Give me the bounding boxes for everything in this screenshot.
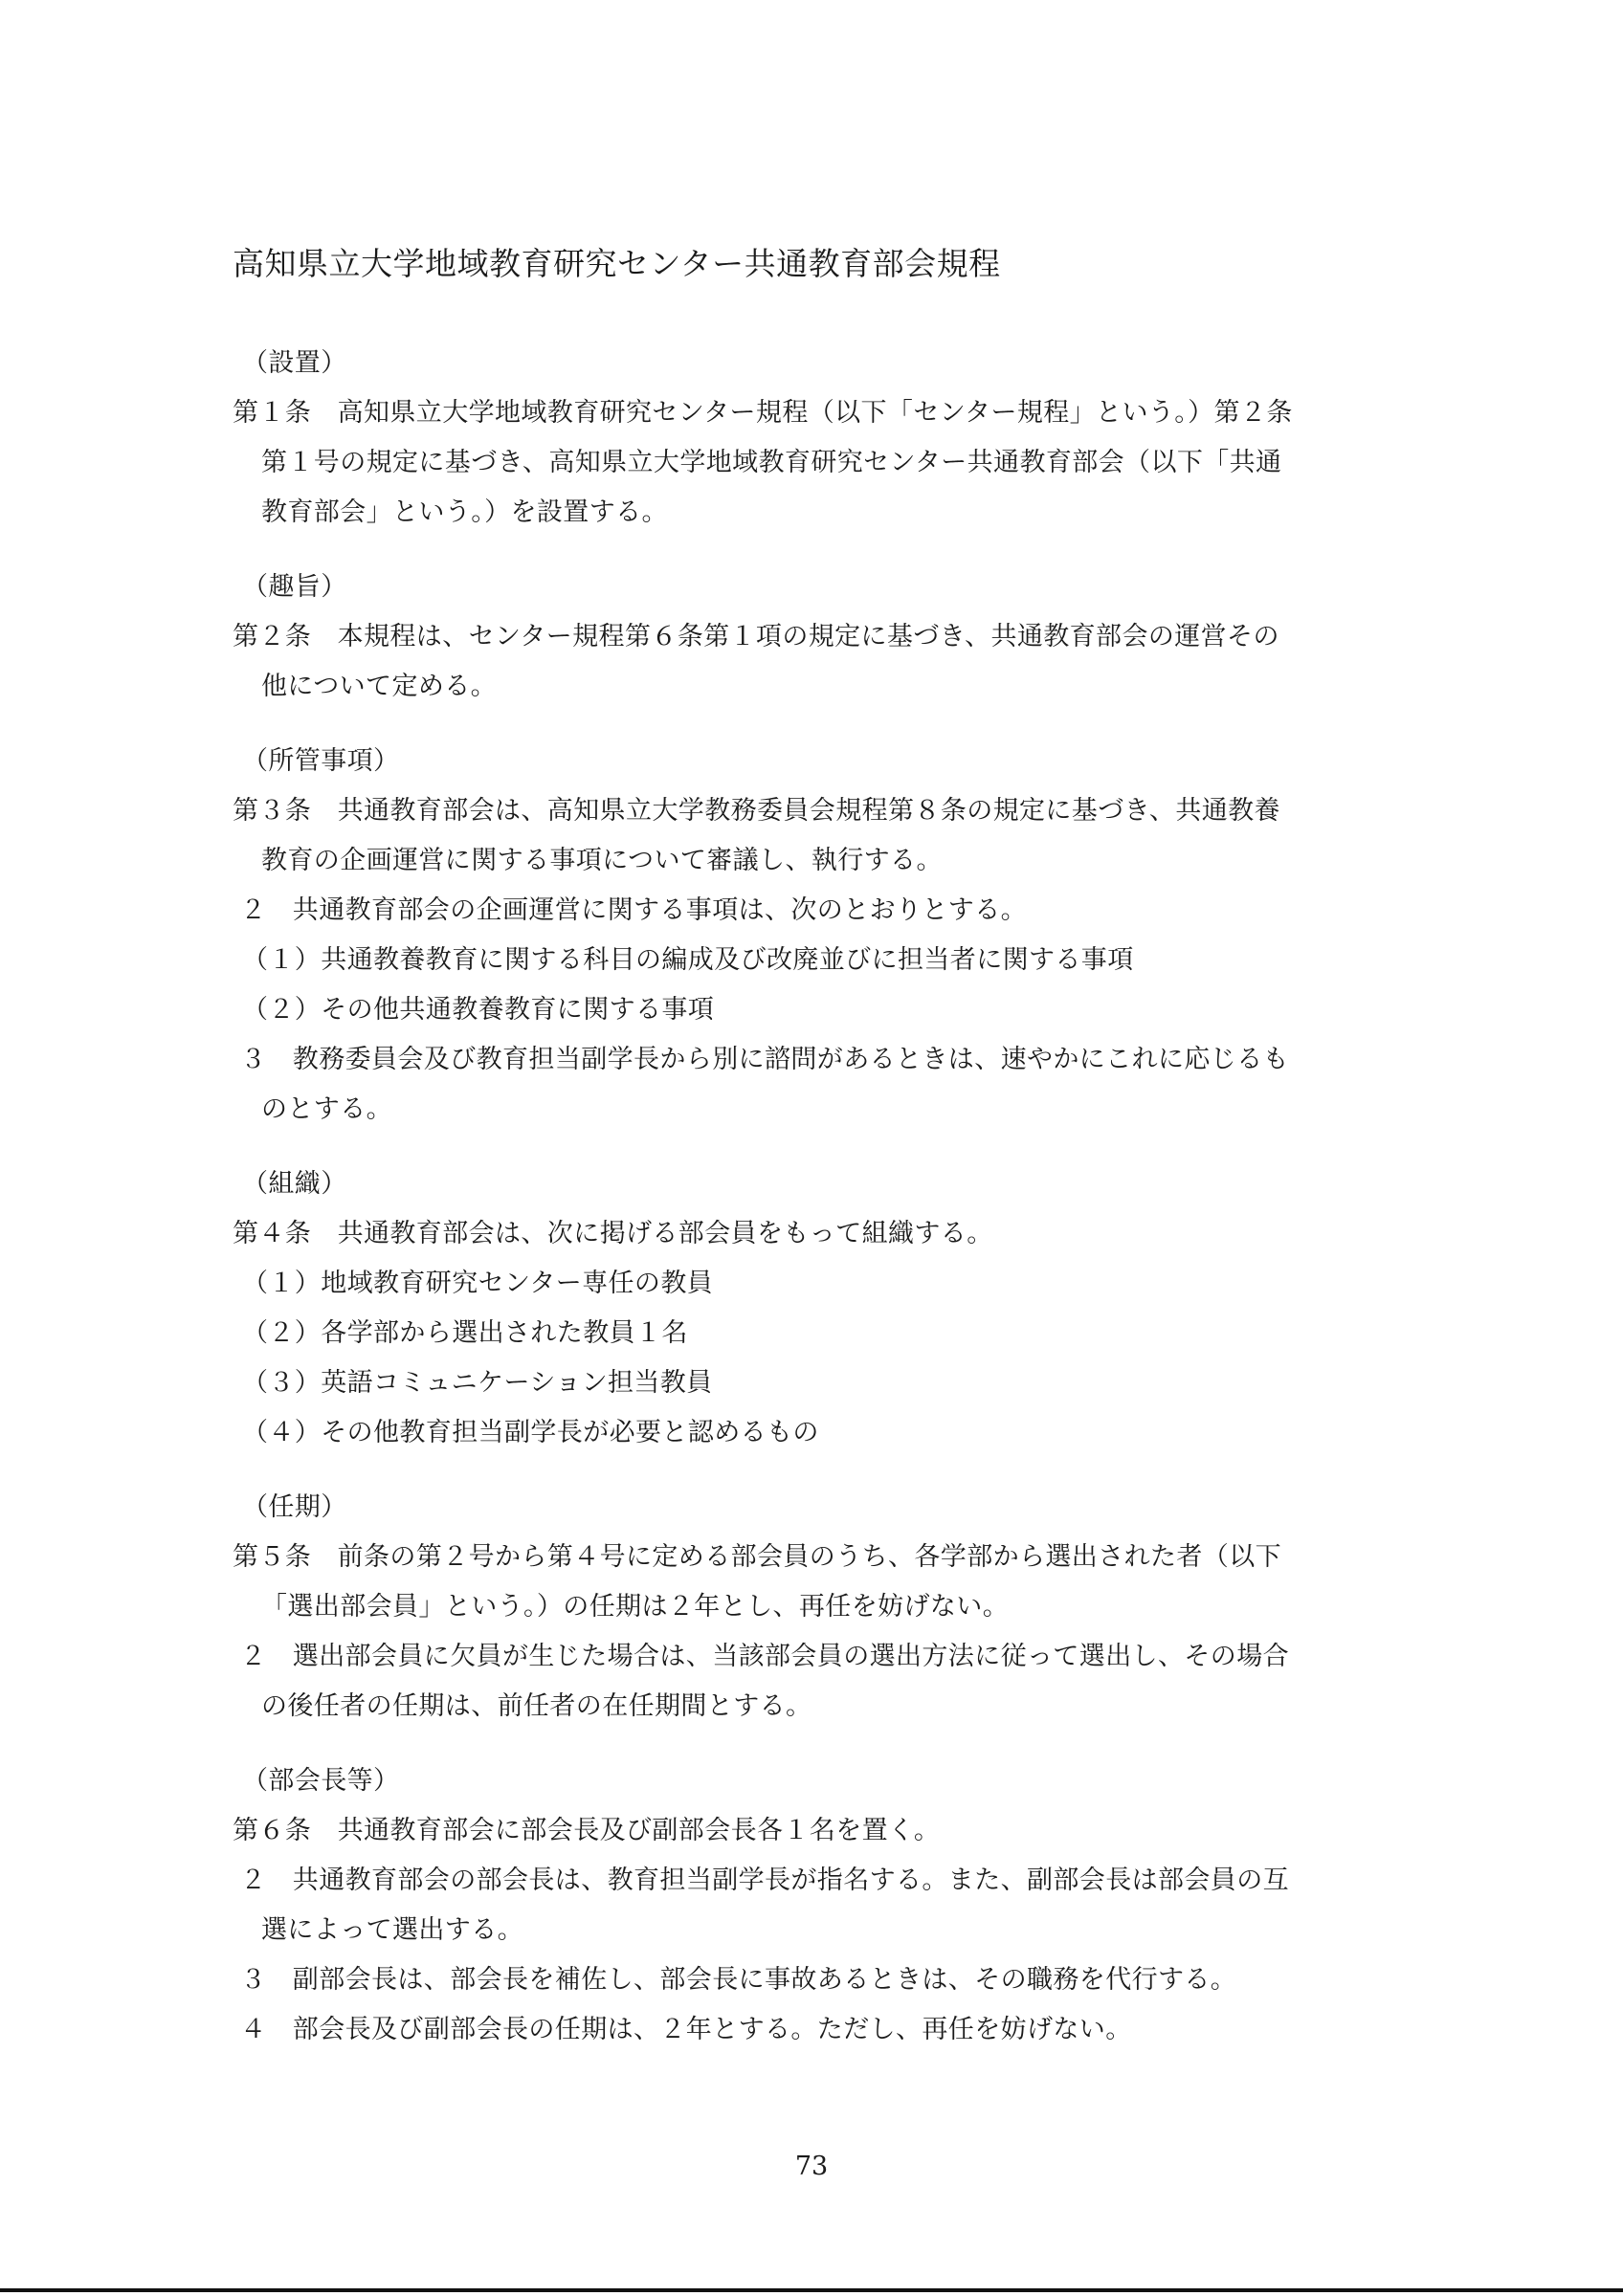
clause-line: ３ 教務委員会及び教育担当副学長から別に諮問があるときは、速やかにこれに応じるも (240, 1045, 1289, 1074)
article-heading: （設置） (242, 348, 347, 378)
continuation-line: 他について定める。 (261, 672, 498, 701)
continuation-line: 第１号の規定に基づき、高知県立大学地域教育研究センター共通教育部会（以下「共通 (261, 448, 1282, 477)
article-section (233, 737, 1400, 1135)
article-heading: （任期） (242, 1492, 347, 1522)
clause-line: 第３条 共通教育部会は、高知県立大学教務委員会規程第８条の規定に基づき、共通教養 (233, 796, 1280, 826)
clause-line: ３ 副部会長は、部会長を補佐し、部会長に事故あるときは、その職務を代行する。 (240, 1965, 1237, 1995)
clause-line: 第２条 本規程は、センター規程第６条第１項の規定に基づき、共通教育部会の運営その (233, 622, 1279, 651)
list-item: （１）共通教養教育に関する科目の編成及び改廃並びに担当者に関する事項 (242, 945, 1134, 975)
list-item: （２）各学部から選出された教員１名 (242, 1318, 688, 1348)
clause-line: 第５条 前条の第２号から第４号に定める部会員のうち、各学部から選出された者（以下 (233, 1542, 1281, 1572)
clause-line: ２ 選出部会員に欠員が生じた場合は、当該部会員の選出方法に従って選出し、その場合 (240, 1642, 1289, 1671)
list-item: （１）地域教育研究センター専任の教員 (242, 1269, 714, 1298)
clause-line: 第１条 高知県立大学地域教育研究センター規程（以下「センター規程」という。）第２条 (233, 398, 1293, 428)
article-section (233, 563, 1400, 712)
clause-line: ２ 共通教育部会の企画運営に関する事項は、次のとおりとする。 (240, 895, 1027, 925)
article-heading: （部会長等） (242, 1766, 400, 1796)
list-item: （３）英語コミュニケーション担当教員 (242, 1368, 713, 1398)
clause-line: 第６条 共通教育部会に部会長及び副部会長各１名を置く。 (233, 1816, 941, 1845)
continuation-line: 教育の企画運営に関する事項について審議し、執行する。 (261, 846, 943, 875)
article-heading: （趣旨） (242, 572, 347, 602)
page-number: 73 (794, 2152, 829, 2181)
document-title: 高知県立大学地域教育研究センター共通教育部会規程 (233, 245, 1001, 282)
continuation-line: のとする。 (261, 1094, 392, 1124)
continuation-line: 「選出部会員」という。）の任期は２年とし、再任を妨げない。 (261, 1592, 1010, 1622)
clause-line: ２ 共通教育部会の部会長は、教育担当副学長が指名する。また、副部会長は部会員の互 (240, 1866, 1289, 1895)
article-section (233, 1159, 1400, 1458)
bottom-border-line (0, 2288, 1623, 2292)
article-section (233, 339, 1400, 538)
list-item: （２）その他共通教養教育に関する事項 (242, 995, 715, 1025)
article-section (233, 1756, 1400, 2055)
list-item: （４）その他教育担当副学長が必要と認めるもの (242, 1418, 819, 1447)
continuation-line: 教育部会」という。）を設置する。 (261, 497, 668, 527)
clause-line: 第４条 共通教育部会は、次に掲げる部会員をもって組織する。 (233, 1219, 993, 1248)
continuation-line: の後任者の任期は、前任者の在任期間とする。 (261, 1691, 812, 1721)
regulation-body (233, 339, 1400, 2080)
article-heading: （所管事項） (242, 746, 400, 776)
clause-line: ４ 部会長及び副部会長の任期は、２年とする。ただし、再任を妨げない。 (240, 2015, 1132, 2044)
continuation-line: 選によって選出する。 (261, 1915, 523, 1945)
article-heading: （組織） (242, 1169, 347, 1199)
article-section (233, 1483, 1400, 1732)
